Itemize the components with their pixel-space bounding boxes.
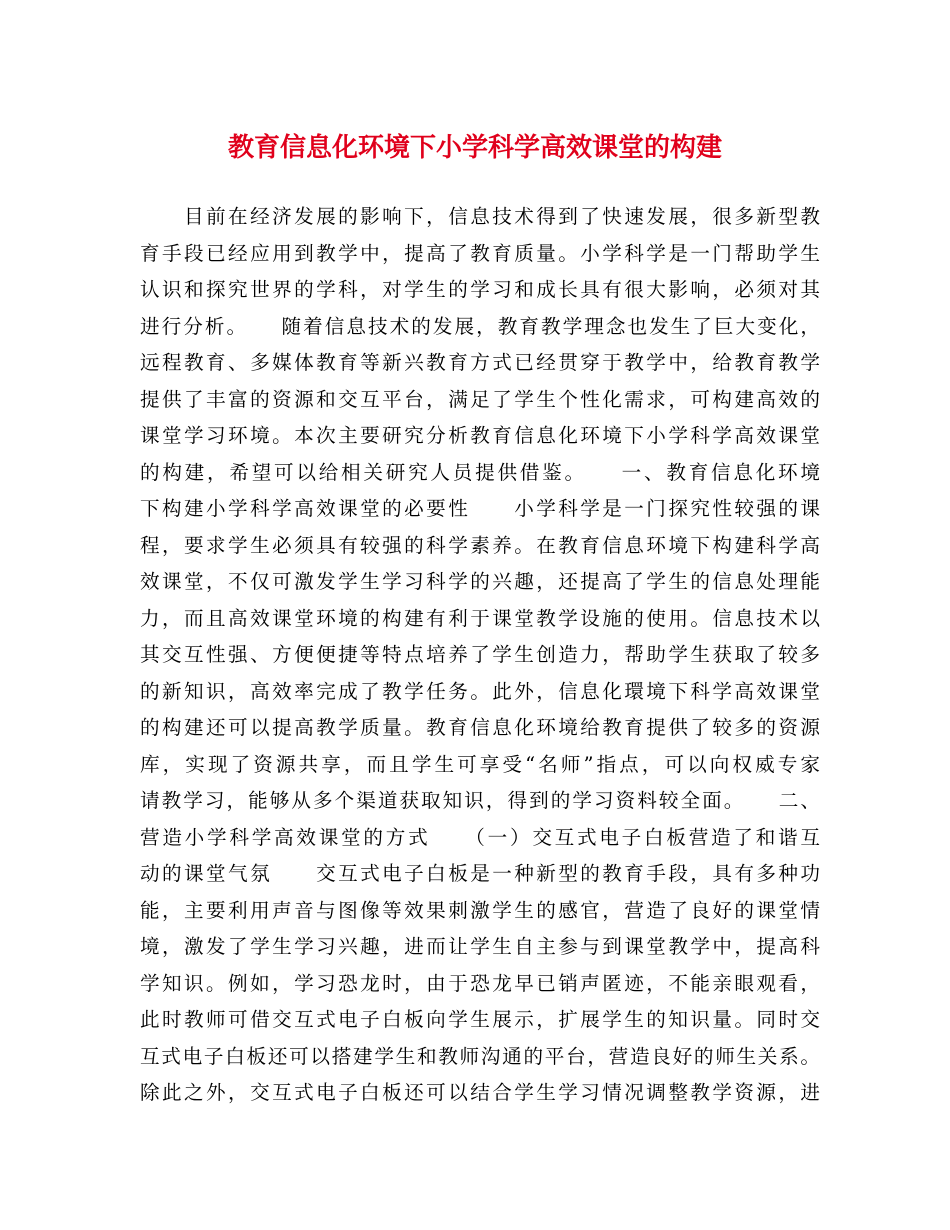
body-line: 学知识。例如，学习恐龙时，由于恐龙早已销声匿迹，不能亲眼观看， (140, 971, 820, 995)
body-line: 境，激发了学生学习兴趣，进而让学生自主参与到课堂教学中，提高科 (140, 935, 820, 958)
body-line: 的构建，希望可以给相关研究人员提供借鉴。 一、教育信息化环境 (140, 460, 820, 484)
body-line: 育手段已经应用到教学中，提高了教育质量。小学科学是一门帮助学生 (140, 241, 820, 265)
document-body (140, 199, 820, 1112)
body-line: 程，要求学生必须具有较强的科学素养。在教育信息环境下构建科学高 (140, 533, 820, 557)
body-line: 互式电子白板还可以搭建学生和教师沟通的平台，营造良好的师生关系。 (140, 1044, 820, 1068)
body-line: 认识和探究世界的学科，对学生的学习和成长具有很大影响，必须对其 (140, 278, 820, 301)
body-line: 此时教师可借交互式电子白板向学生展示，扩展学生的知识量。同时交 (140, 1008, 820, 1031)
body-line: 动的课堂气氛 交互式电子白板是一种新型的教育手段，具有多种功 (140, 862, 820, 885)
body-line: 进行分析。 随着信息技术的发展，教育教学理念也发生了巨大变化， (140, 314, 820, 338)
body-line: 除此之外，交互式电子白板还可以结合学生学习情况调整教学资源，进 (140, 1081, 820, 1104)
body-line: 的构建还可以提高教学质量。教育信息化环境给教育提供了较多的资源 (140, 716, 820, 739)
document-title: 教育信息化环境下小学科学高效课堂的构建 (227, 133, 722, 163)
body-line: 课堂学习环境。本次主要研究分析教育信息化环境下小学科学高效课堂 (140, 424, 820, 447)
body-line: 下构建小学科学高效课堂的必要性 小学科学是一门探究性较强的课 (140, 497, 820, 520)
body-line: 目前在经济发展的影响下，信息技术得到了快速发展，很多新型教 (140, 205, 820, 228)
body-line: 其交互性强、方便便捷等特点培养了学生创造力，帮助学生获取了较多 (140, 643, 820, 666)
body-line: 力，而且高效课堂环境的构建有利于课堂教学设施的使用。信息技术以 (140, 606, 820, 630)
body-line: 库，实现了资源共享，而且学生可享受“名师”指点，可以向权威专家 (140, 752, 820, 776)
body-line: 请教学习，能够从多个渠道获取知识，得到的学习资料较全面。 二、 (140, 789, 820, 812)
body-line: 的新知识，高效率完成了教学任务。此外，信息化環境下科学高效课堂 (140, 679, 820, 703)
body-line: 营造小学科学高效课堂的方式 （一）交互式电子白板营造了和谐互 (140, 825, 820, 849)
body-line: 能，主要利用声音与图像等效果刺激学生的感官，营造了良好的课堂情 (140, 898, 820, 922)
body-line: 效课堂，不仅可激发学生学习科学的兴趣，还提高了学生的信息处理能 (140, 570, 820, 593)
body-line: 远程教育、多媒体教育等新兴教育方式已经贯穿于教学中，给教育教学 (140, 351, 820, 374)
body-line: 提供了丰富的资源和交互平台，满足了学生个性化需求，可构建高效的 (140, 387, 820, 411)
